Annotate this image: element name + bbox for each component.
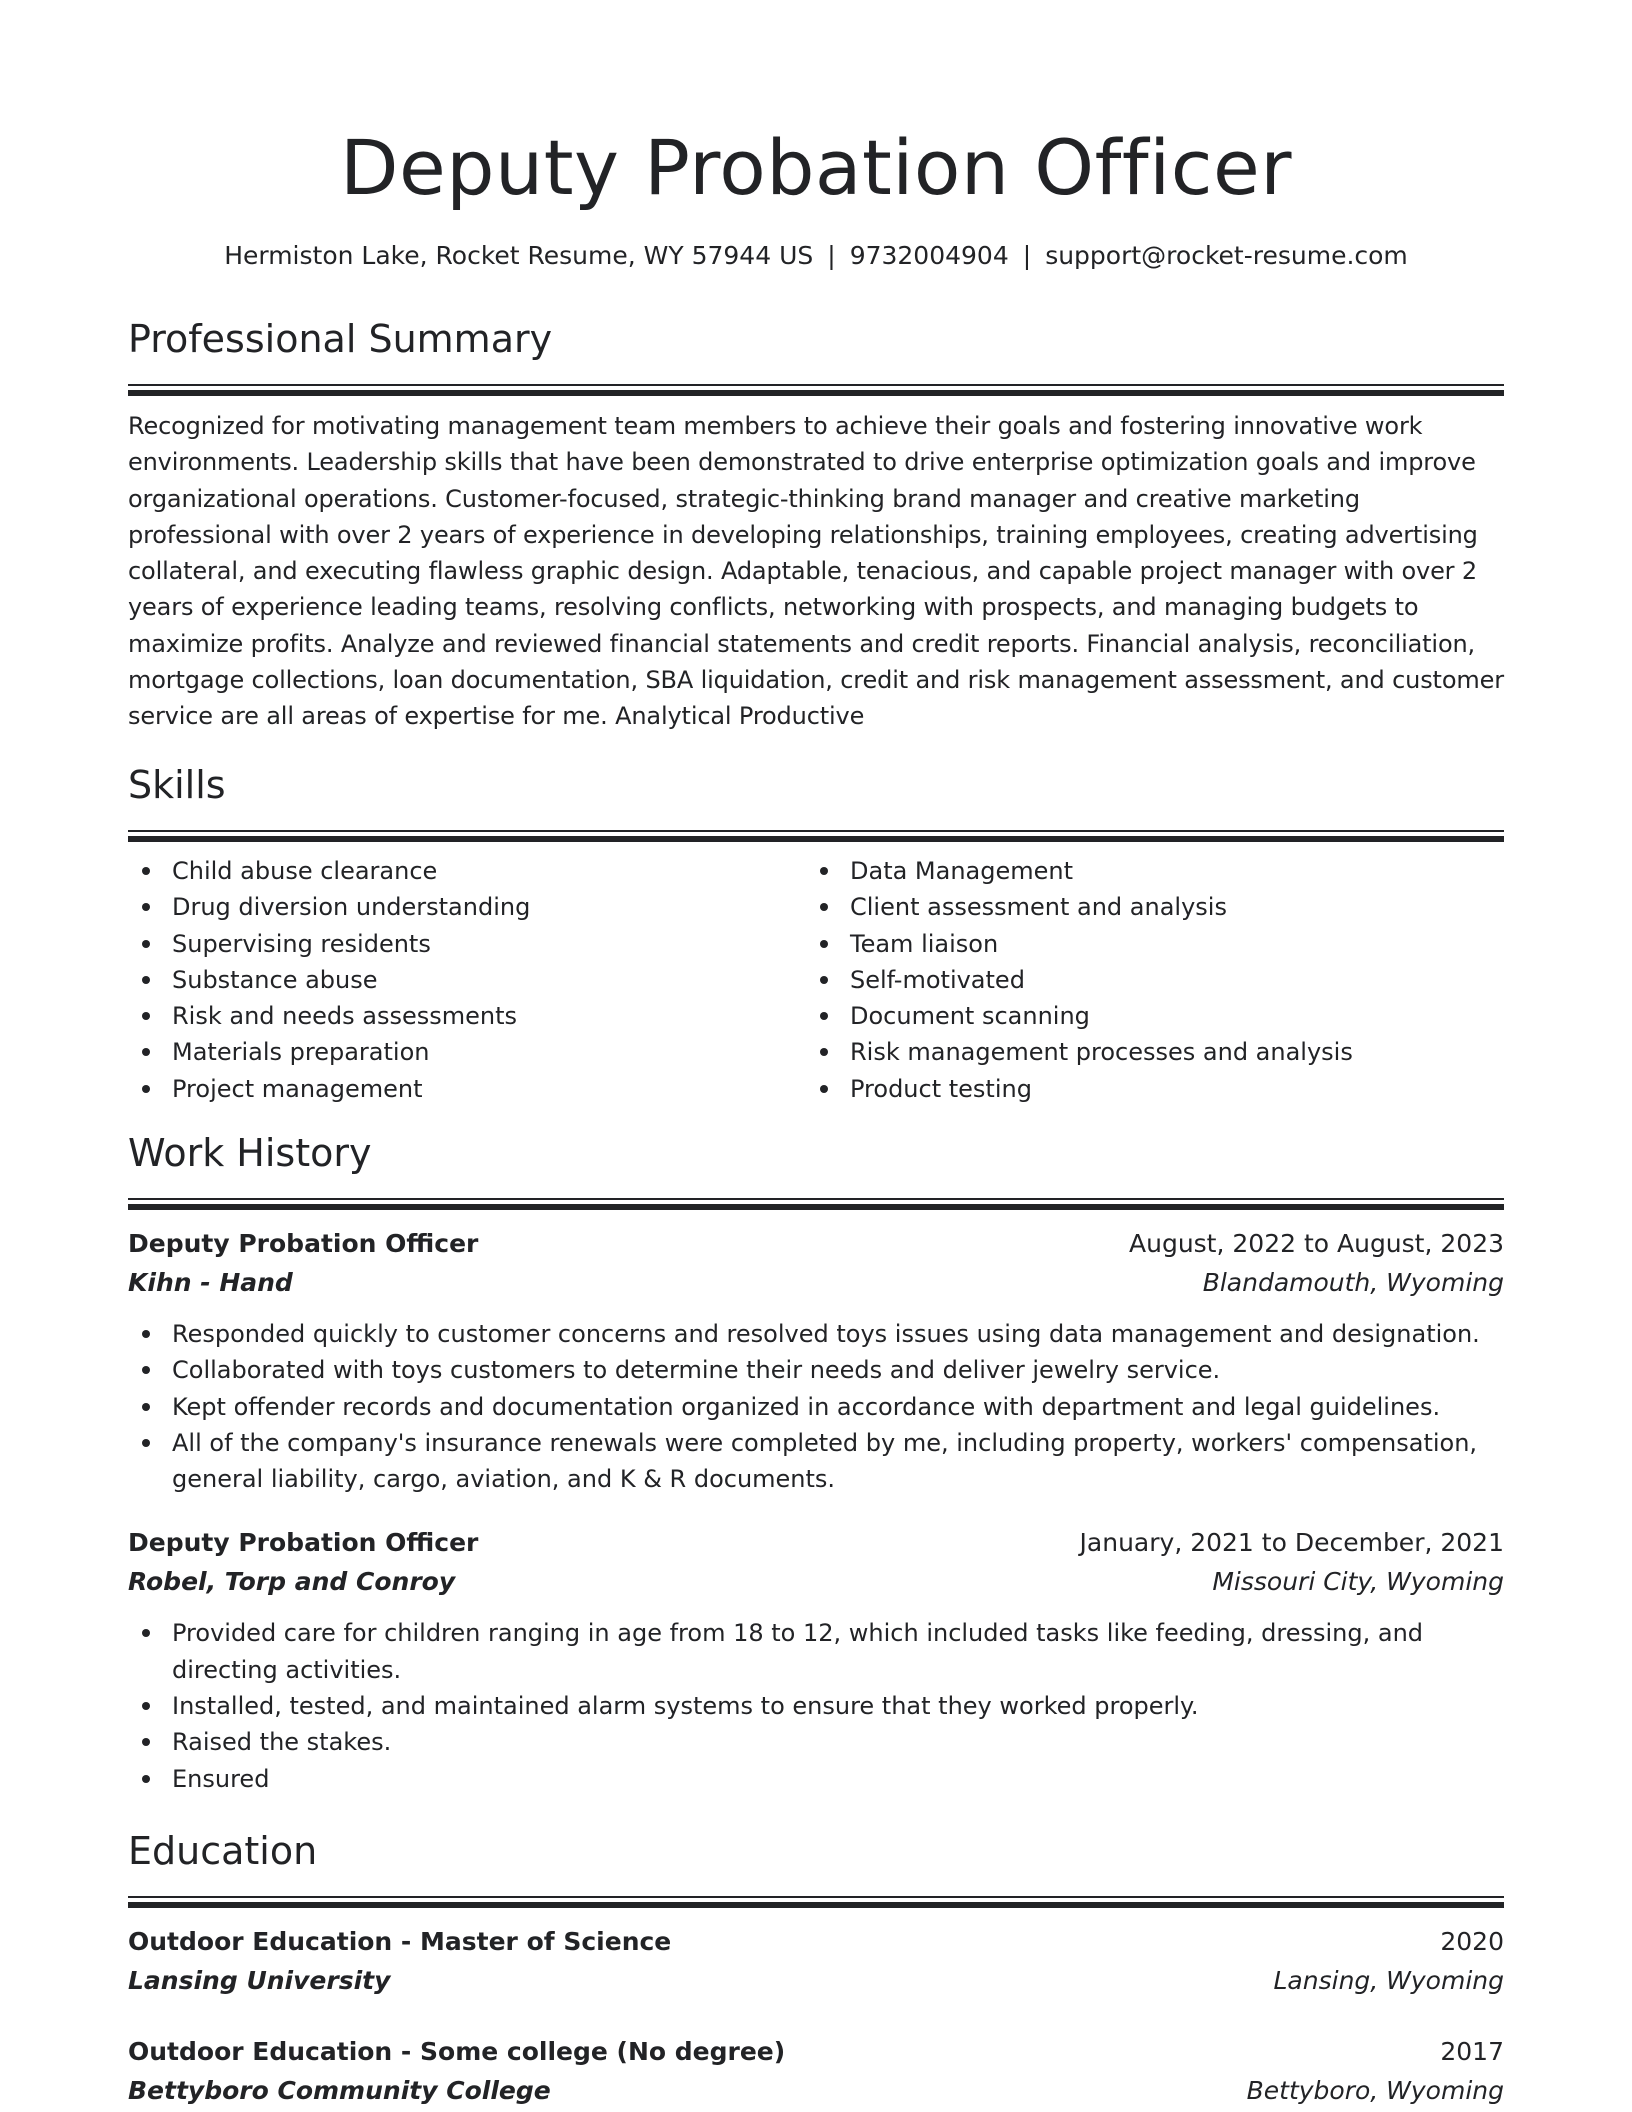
skill-item: Self-motivated — [806, 962, 1484, 998]
section-title-summary: Professional Summary — [128, 317, 553, 361]
skill-item: Risk management processes and analysis — [806, 1034, 1484, 1070]
skill-item: Product testing — [806, 1071, 1484, 1107]
job-bullets — [128, 1316, 1504, 1497]
contact-separator: | — [827, 241, 836, 270]
job-subheader — [128, 1562, 1504, 1601]
job-bullet: Kept offender records and documentation organized in accordance with department and legal guidelines. — [128, 1389, 1504, 1425]
job-bullet: Collaborated with toys customers to determine their needs and deliver jewelry service. — [128, 1352, 1504, 1388]
education-header — [128, 2032, 1504, 2071]
summary-section — [128, 314, 1504, 735]
skill-item: Drug diversion understanding — [128, 889, 806, 925]
section-rule — [128, 1896, 1504, 1908]
skill-item: Materials preparation — [128, 1034, 806, 1070]
skills-list-right — [806, 853, 1484, 1107]
job-bullet: Responded quickly to customer concerns and resolved toys issues using data management and designation. — [128, 1316, 1504, 1352]
education-year: 2020 — [1440, 1927, 1504, 1956]
education-subheader — [128, 2071, 1504, 2110]
job-bullet: Ensured — [128, 1761, 1504, 1797]
education-entry — [128, 1922, 1504, 2000]
education-subheader — [128, 1961, 1504, 2000]
work-history-section — [128, 1128, 1504, 1797]
skills-columns — [128, 853, 1504, 1107]
section-title-work: Work History — [128, 1131, 372, 1175]
skill-item: Risk and needs assessments — [128, 998, 806, 1034]
job-dates: August, 2022 to August, 2023 — [1129, 1229, 1504, 1258]
contact-line — [128, 238, 1504, 274]
job-entry — [128, 1523, 1504, 1796]
education-degree: Outdoor Education - Master of Science — [128, 1927, 672, 1956]
job-bullet: Provided care for children ranging in age from 18 to 12, which included tasks like feeding, dressing, and directing activities. — [128, 1615, 1504, 1688]
job-bullet: Raised the stakes. — [128, 1724, 1504, 1760]
education-entry — [128, 2032, 1504, 2110]
skill-item: Supervising residents — [128, 926, 806, 962]
job-bullets — [128, 1615, 1504, 1796]
job-bullet: All of the company's insurance renewals were completed by me, including property, workers' compensation, general liability, cargo, aviation, and K & R documents. — [128, 1425, 1504, 1498]
education-section — [128, 1826, 1504, 2110]
job-location: Blandamouth, Wyoming — [1202, 1268, 1504, 1297]
summary-text: Recognized for motivating management team members to achieve their goals and fostering innovative work environments. Leadership skills that have been demonstrated to drive enterprise optimization goals and improve organizational operations. Customer-focused, strategic-thinking brand manager and creative marketing professional with over 2 years of experience in developing relationships, training employees, creating advertising collateral, and executing flawless graphic design. Adaptable, tenacious, and capable project manager with over 2 years of experience leading teams, resolving conflicts, networking with prospects, and managing budgets to maximize profits. Analyze and reviewed financial statements and credit reports. Financial analysis, reconciliation, mortgage collections, loan documentation, SBA liquidation, credit and risk management assessment, and customer service are all areas of expertise for me. Analytical Productive — [128, 412, 1504, 731]
education-location: Bettyboro, Wyoming — [1246, 2076, 1504, 2105]
job-title: Deputy Probation Officer — [128, 1528, 479, 1558]
contact-address: Hermiston Lake, Rocket Resume, WY 57944 US — [224, 241, 814, 270]
skills-section — [128, 760, 1504, 1107]
section-rule — [128, 1198, 1504, 1210]
skill-item: Child abuse clearance — [128, 853, 806, 889]
job-dates: January, 2021 to December, 2021 — [1079, 1528, 1504, 1558]
skills-list-left — [128, 853, 806, 1107]
education-header — [128, 1922, 1504, 1961]
contact-email[interactable]: support@rocket-resume.com — [1045, 241, 1408, 270]
skill-item: Team liaison — [806, 926, 1484, 962]
job-header — [128, 1523, 1504, 1562]
education-location: Lansing, Wyoming — [1273, 1966, 1504, 1995]
section-rule — [128, 384, 1504, 396]
job-entry — [128, 1224, 1504, 1497]
education-school: Bettyboro Community College — [128, 2076, 551, 2105]
skill-item: Client assessment and analysis — [806, 889, 1484, 925]
candidate-name: Deputy Probation Officer — [340, 123, 1292, 212]
job-location: Missouri City, Wyoming — [1212, 1567, 1504, 1597]
job-company: Kihn - Hand — [128, 1268, 293, 1297]
job-bullet: Installed, tested, and maintained alarm systems to ensure that they worked properly. — [128, 1688, 1504, 1724]
education-degree: Outdoor Education - Some college (No degree) — [128, 2037, 786, 2066]
skill-item: Project management — [128, 1071, 806, 1107]
job-subheader — [128, 1263, 1504, 1302]
job-title: Deputy Probation Officer — [128, 1229, 479, 1258]
section-title-education: Education — [128, 1829, 318, 1873]
skill-item: Substance abuse — [128, 962, 806, 998]
section-title-skills: Skills — [128, 763, 226, 807]
section-rule — [128, 830, 1504, 842]
contact-phone: 9732004904 — [849, 241, 1009, 270]
job-header — [128, 1224, 1504, 1263]
education-year: 2017 — [1440, 2037, 1504, 2066]
job-company: Robel, Torp and Conroy — [128, 1567, 456, 1597]
contact-separator: | — [1022, 241, 1032, 270]
education-school: Lansing University — [128, 1966, 391, 1995]
skill-item: Data Management — [806, 853, 1484, 889]
skill-item: Document scanning — [806, 998, 1484, 1034]
